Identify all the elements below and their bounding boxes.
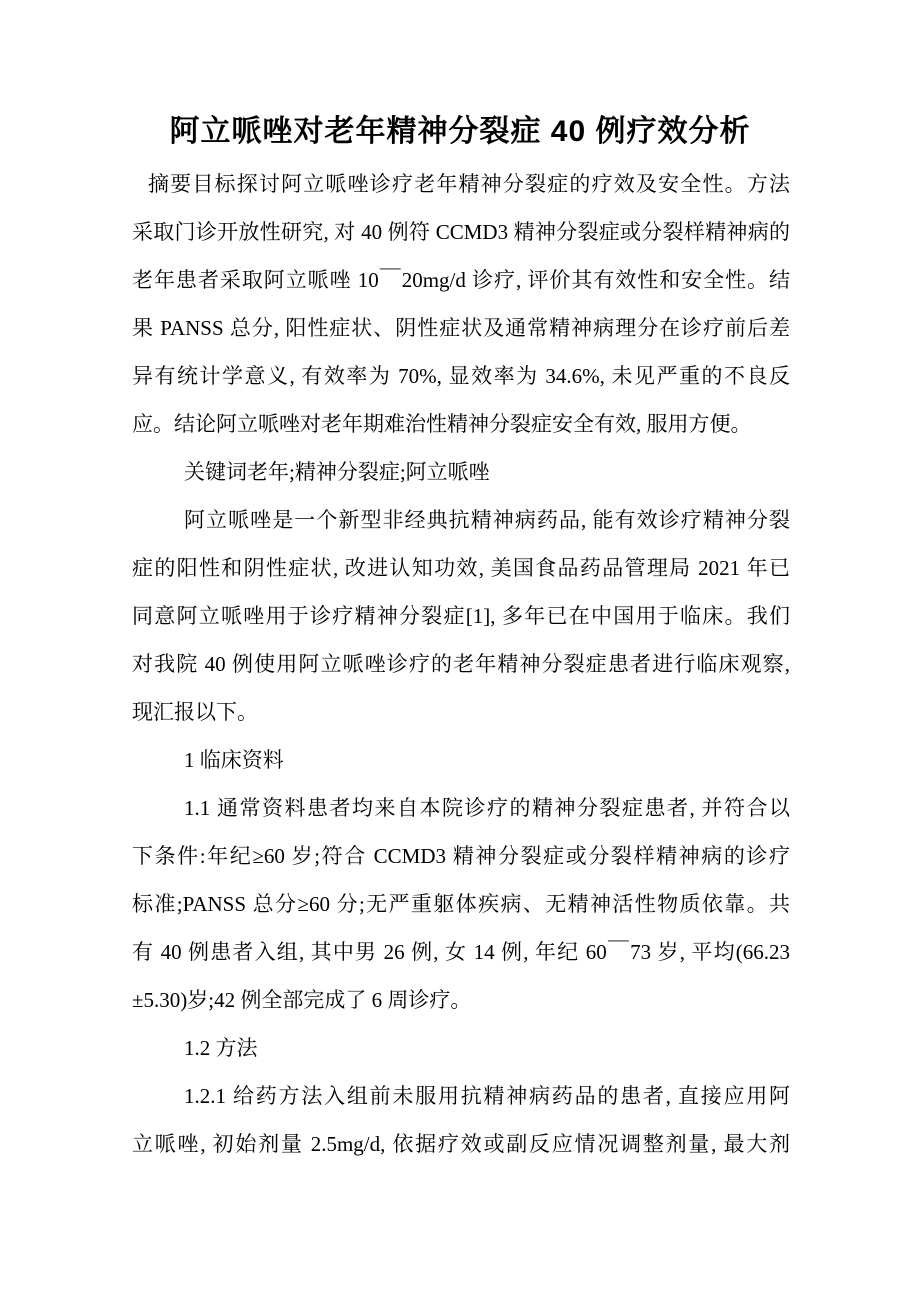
text-line: 阿立哌唑是一个新型非经典抗精神病药品, 能有效诊疗精神分裂 <box>184 508 790 532</box>
text-line: 老年患者采取阿立哌唑 10￣20mg/d 诊疗, 评价其有效性和安全性。结 <box>132 268 790 292</box>
text-line: 应。结论阿立哌唑对老年期难治性精神分裂症安全有效, 服用方便。 <box>132 412 752 436</box>
document-lines <box>132 160 790 1168</box>
text-line: 关键词老年;精神分裂症;阿立哌唑 <box>184 460 490 484</box>
document-title: 阿立哌唑对老年精神分裂症 40 例疗效分析 <box>169 115 751 148</box>
text-line: 摘要目标探讨阿立哌唑诊疗老年精神分裂症的疗效及安全性。方法 <box>148 172 790 196</box>
text-line: 有 40 例患者入组, 其中男 26 例, 女 14 例, 年纪 60￣73 岁, 平均(66.23 <box>132 940 790 964</box>
text-line: 对我院 40 例使用阿立哌唑诊疗的老年精神分裂症患者进行临床观察, <box>132 652 790 676</box>
text-line: 下条件:年纪≥60 岁;符合 CCMD3 精神分裂症或分裂样精神病的诊疗 <box>132 844 790 868</box>
text-line: 立哌唑, 初始剂量 2.5mg/d, 依据疗效或副反应情况调整剂量, 最大剂 <box>132 1132 790 1156</box>
text-line: 同意阿立哌唑用于诊疗精神分裂症[1], 多年已在中国用于临床。我们 <box>132 604 790 628</box>
text-line: 标准;PANSS 总分≥60 分;无严重躯体疾病、无精神活性物质依靠。共 <box>132 892 790 916</box>
text-line: 症的阳性和阴性症状, 改进认知功效, 美国食品药品管理局 2021 年已 <box>132 556 790 580</box>
text-line: 1.2 方法 <box>184 1036 258 1060</box>
text-line: ±5.30)岁;42 例全部完成了 6 周诊疗。 <box>132 988 472 1012</box>
text-line: 采取门诊开放性研究, 对 40 例符 CCMD3 精神分裂症或分裂样精神病的 <box>132 220 790 244</box>
text-line: 异有统计学意义, 有效率为 70%, 显效率为 34.6%, 未见严重的不良反 <box>132 364 790 388</box>
text-line: 1.2.1 给药方法入组前未服用抗精神病药品的患者, 直接应用阿 <box>184 1084 790 1108</box>
text-line: 果 PANSS 总分, 阳性症状、阴性症状及通常精神病理分在诊疗前后差 <box>132 316 790 340</box>
text-line: 1 临床资料 <box>184 748 284 772</box>
text-line: 现汇报以下。 <box>132 700 258 724</box>
text-line: 1.1 通常资料患者均来自本院诊疗的精神分裂症患者, 并符合以 <box>184 796 790 820</box>
